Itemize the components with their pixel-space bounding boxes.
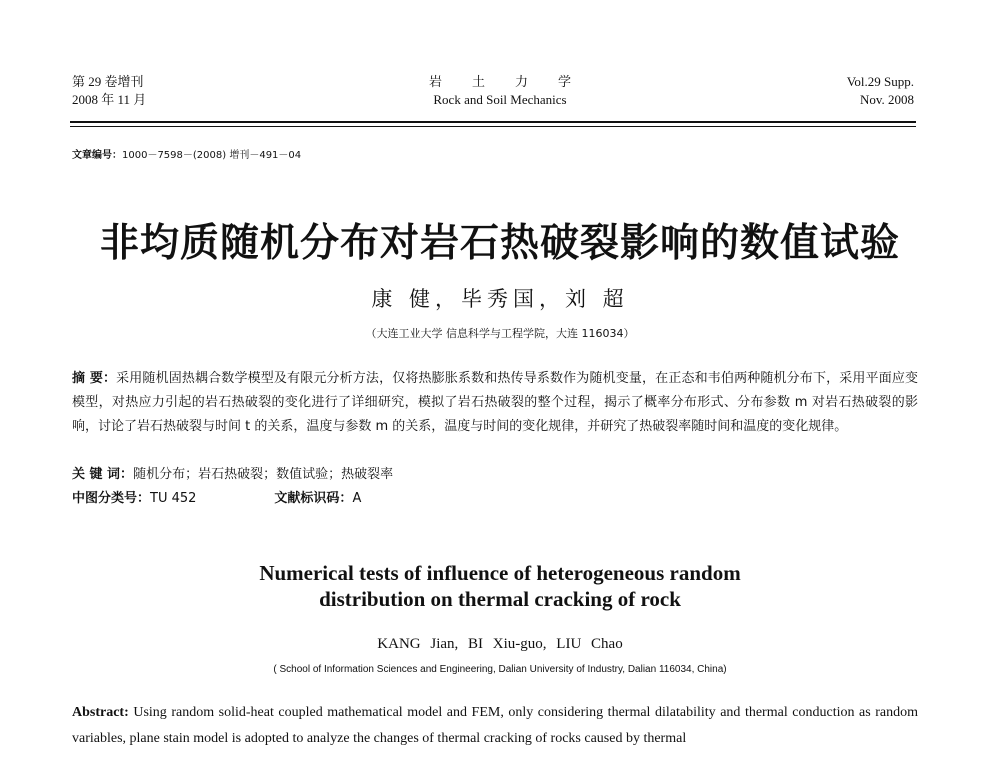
abstract-cn-text: 采用随机固热耦合数学模型及有限元分析方法，仅将热膨胀系数和热传导系数作为随机变量，在正态和韦伯两种随机分布下，采用平面应变模型，对热应力引起的岩石热破裂的变化进行了详细研究，模拟了岩石热破裂的整个过程，揭示了概率分布形式、分布参数 m 对岩石热破裂的影响，讨论了岩石热破裂与时间 t 的关系，温度与参数 m 的关系，温度与时间的变化规律，并研究了热破裂率随时间和温度的变化规律。 (72, 371, 918, 434)
paper-title-en (0, 560, 1000, 612)
authors-en: KANG Jian, BI Xiu-guo, LIU Chao (377, 636, 623, 652)
article-number (72, 146, 301, 161)
article-number-value: 1000－7598－(2008) 增刊－491－04 (122, 150, 302, 161)
header-rule-thin (70, 126, 916, 127)
article-number-label: 文章编号： (72, 150, 122, 161)
abstract-en (72, 700, 918, 752)
abstract-en-label: Abstract: (72, 705, 129, 720)
title-en-line-1: Numerical tests of influence of heterogeneous random (259, 561, 741, 585)
abstract-cn-label: 摘 要： (72, 371, 117, 386)
volume-cn: 第 29 卷增刊 (72, 74, 144, 89)
clc-label: 中图分类号： (72, 491, 151, 506)
affiliation-cn: （大连工业大学 信息科学与工程学院，大连 116034） (365, 327, 635, 340)
affiliation-en: ( School of Information Sciences and Engineering, Dalian University of Industry, Dalian 116034, China) (273, 664, 727, 675)
doc-code-label: 文献标识码： (274, 491, 353, 506)
keywords-cn-text: 随机分布；岩石热破裂；数值试验；热破裂率 (133, 467, 394, 482)
authors-cn: 康 健，毕秀国，刘 超 (371, 287, 629, 311)
keywords-cn (72, 463, 393, 482)
clc-value: TU 452 (150, 491, 197, 506)
date-en: Nov. 2008 (859, 92, 914, 107)
classification-line (72, 487, 361, 506)
journal-name-cn: 岩土力学 (428, 74, 601, 89)
doc-code-value: A (352, 491, 362, 506)
journal-name-en: Rock and Soil Mechanics (433, 92, 567, 107)
header-right (847, 73, 914, 109)
volume-en: Vol.29 Supp. (846, 74, 914, 89)
keywords-cn-label: 关 键 词： (72, 467, 134, 482)
abstract-en-text: Using random solid-heat coupled mathematical model and FEM, only considering thermal dilatability and thermal conduction as random variables, plane stain model is adopted to analyze the changes of thermal cracking of rocks caused by thermal (72, 705, 919, 746)
abstract-cn (72, 367, 918, 439)
title-en-line-2: distribution on thermal cracking of rock (319, 587, 681, 611)
paper-title-cn: 非均质随机分布对岩石热破裂影响的数值试验 (99, 221, 900, 266)
header-rule-thick (70, 121, 916, 123)
date-cn: 2008 年 11 月 (72, 92, 147, 107)
